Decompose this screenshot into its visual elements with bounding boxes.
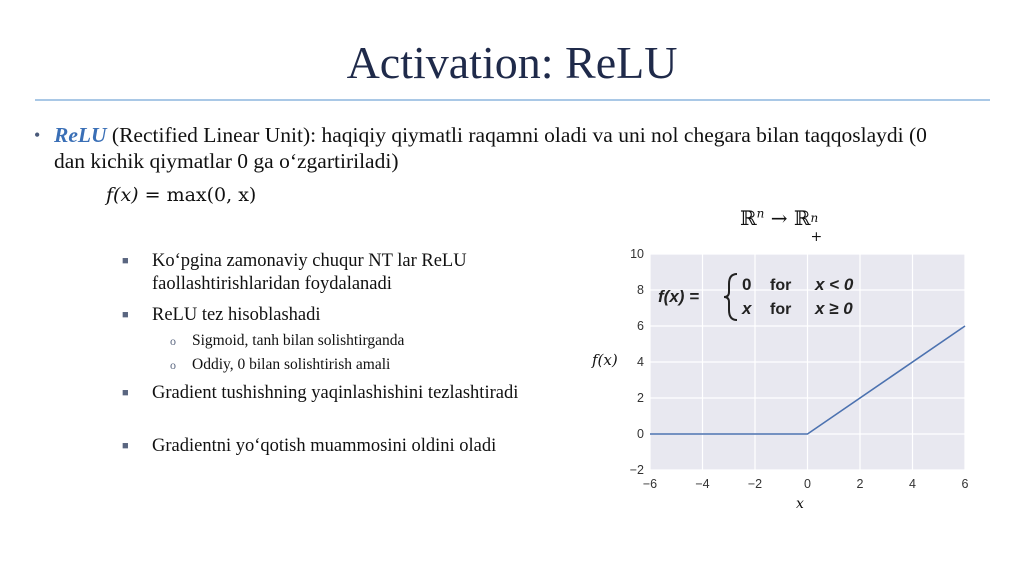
x-tick-label: −2 [747,477,763,491]
mapping-arrow: → [764,206,794,230]
y-tick-label: 6 [637,319,644,333]
bullet-marker: • [34,125,41,145]
x-tick-label: 6 [961,477,969,491]
y-tick-label: 8 [637,283,644,297]
relu-chart [590,240,990,520]
domain-mapping [740,206,824,245]
list-item-text: Sigmoid, tanh bilan solishtirganda [192,332,405,349]
x-axis-label: x [796,496,804,512]
relu-description: (Rectified Linear Unit): haqiqiy qiymatli raqamni oladi va uni nol chegara bilan taqqoslaydi (0 dan kichik qiymatlar 0 ga o‘zgartiriladi) [54,123,927,173]
relu-term: ReLU [54,123,107,147]
x-tick-label: 0 [804,477,811,491]
list-item-text: ReLU tez hisoblashadi [152,305,321,325]
y-tick-label: 0 [637,427,644,441]
list-item-text: Oddiy, 0 bilan solishtirish amali [192,356,391,373]
relu-formula [106,184,256,206]
annotation-case-condition: x ≥ 0 [815,299,853,318]
circle-bullet-icon: o [170,334,176,348]
annotation-case-word: for [770,301,792,318]
list-item-text: Ko‘pgina zamonaviy chuqur NT lar ReLU faollashtirishlaridan foydalanadi [152,251,467,294]
annotation-case-condition: x < 0 [815,275,854,294]
annotation-lhs: f(x) = [658,287,700,306]
list-item-text: Gradient tushishning yaqinlashishini tezlashtiradi [152,383,519,403]
square-bullet-icon: ■ [122,309,129,321]
formula-eq: = [138,184,167,206]
mapping-domain-exp: n [756,206,765,221]
annotation-case-word: for [770,277,792,294]
main-bullet-text [54,122,934,174]
mapping-codomain-sub: + [810,229,823,245]
annotation-case-value: 0 [742,275,752,294]
y-tick-label: 4 [637,355,644,369]
mapping-domain: ℝ [740,206,757,230]
x-tick-label: 4 [909,477,916,491]
square-bullet-icon: ■ [122,255,129,267]
y-tick-label: −2 [629,463,644,477]
formula-rhs: max(0, x) [166,184,257,206]
square-bullet-icon: ■ [122,440,129,452]
mapping-codomain-exp: n [810,211,819,225]
x-tick-label: −6 [642,477,658,491]
y-tick-label: 10 [630,247,644,261]
list-item-text: Gradientni yo‘qotish muammosini oldini oladi [152,436,497,456]
y-tick-label: 2 [637,391,644,405]
circle-bullet-icon: o [170,358,176,372]
title-divider [35,99,990,101]
square-bullet-icon: ■ [122,387,129,399]
formula-lhs: f(x) [106,184,139,206]
x-tick-label: 2 [856,477,864,491]
x-tick-label: −4 [695,477,710,491]
slide-title: Activation: ReLU [346,37,678,88]
mapping-codomain: ℝ [793,206,811,230]
y-axis-label: f(x) [592,351,618,369]
relu-chart-svg [590,240,990,520]
annotation-case-value: x [742,299,752,318]
